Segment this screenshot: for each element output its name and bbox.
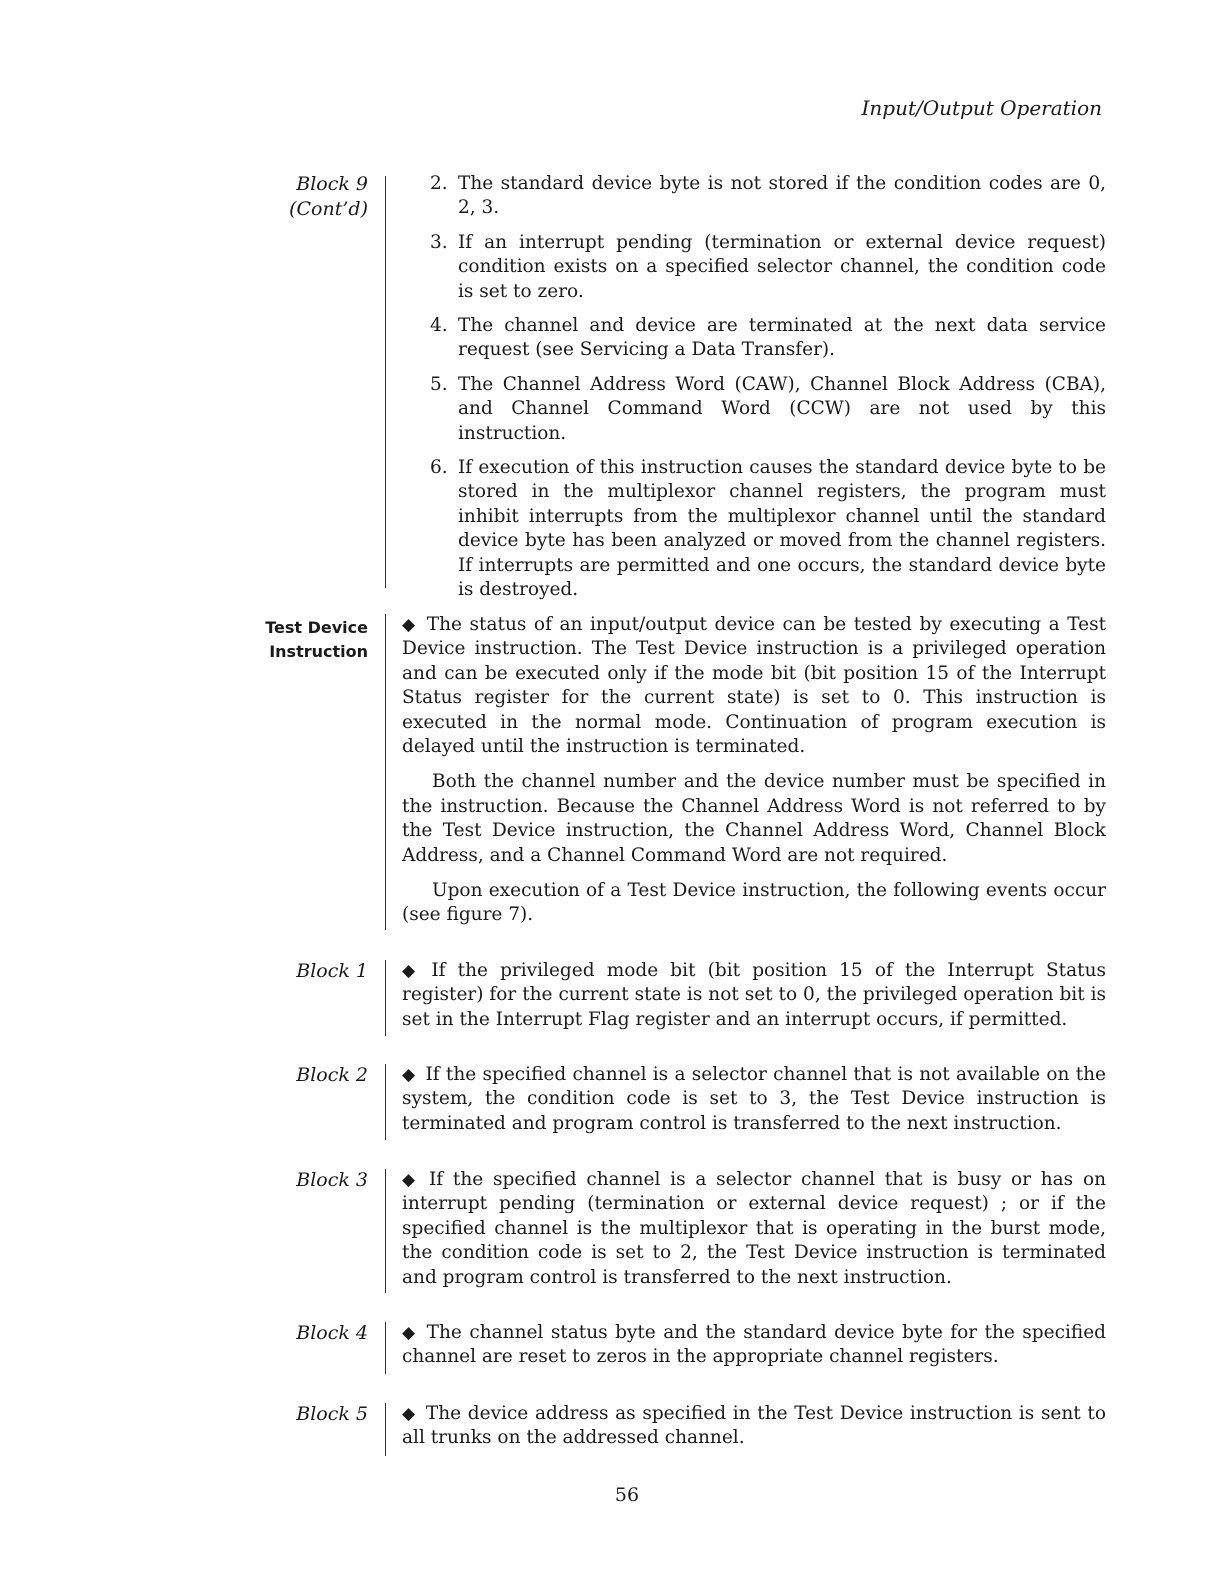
paragraph bbox=[402, 613, 1106, 759]
side-heading-line2: Instruction bbox=[269, 642, 368, 661]
test-device-body bbox=[402, 613, 1106, 939]
list-item-number: 6. bbox=[430, 457, 448, 479]
list-item-text: The Channel Address Word (CAW), Channel Block Address (CBA), and Channel Command Word (CCW) are not used by this instruction. bbox=[458, 373, 1106, 444]
list-item bbox=[402, 231, 1106, 304]
block-body bbox=[402, 1402, 1106, 1451]
list-item-text: The channel and device are terminated at the next data service request (see Servicing a Data Transfer). bbox=[458, 315, 1106, 361]
list-item bbox=[402, 373, 1106, 446]
side-label-block9 bbox=[289, 172, 368, 222]
list-item-number: 3. bbox=[430, 231, 448, 253]
list-item bbox=[402, 456, 1106, 602]
block-text: If the specified channel is a selector channel that is not available on the system, the condition code is set to 3, the Test Device instruction is terminated and program control is transferred to the next instruction. bbox=[402, 1064, 1106, 1134]
side-heading-test-device bbox=[265, 616, 368, 664]
block-text: If the specified channel is a selector channel that is busy or has on interrupt pending (termination or external device request) ; or if the specified channel is the multiplexor that is operating in the burst mode, the condition code is set to 2, the Test Device instruction is terminated and program control is transferred to the next instruction. bbox=[402, 1169, 1106, 1288]
block-body bbox=[402, 1321, 1106, 1370]
paragraph: Upon execution of a Test Device instruction, the following events occur (see figure 7). bbox=[402, 880, 1106, 926]
list-item-number: 2. bbox=[430, 173, 448, 194]
margin-rule-test-device bbox=[385, 614, 386, 930]
diamond-bullet-icon: ◆ bbox=[402, 1065, 416, 1085]
list-item-text: If an interrupt pending (termination or external device request) condition exists on a specified selector channel, the condition code is set to zero. bbox=[458, 231, 1106, 302]
side-label-block: Block 4 bbox=[296, 1322, 368, 1344]
paragraph-text: The status of an input/output device can be tested by executing a Test Device instruction. The Test Device instruction is a privileged operation and can be executed only if the mode bit (bit position 15 of the Interrupt Status register for the current state) is set to 0. This instruction is executed in the normal mode. Continuation of program execution is delayed until the instruction is terminated. bbox=[402, 614, 1107, 758]
paragraph: Both the channel number and the device number must be specified in the instruction. Because the Channel Address Word is not referred to by the Test Device instruction, the Channel Address Word, Channel Block Address, and a Channel Command Word are not required. bbox=[402, 771, 1106, 866]
block-text: If the privileged mode bit (bit position 15 of the Interrupt Status register) for the current state is not set to 0, the privileged operation bit is set in the Interrupt Flag register and an interrupt occurs, if permitted. bbox=[402, 960, 1106, 1030]
margin-rule-block9 bbox=[385, 176, 386, 588]
list-item bbox=[402, 314, 1106, 363]
list-item bbox=[402, 172, 1106, 221]
diamond-bullet-icon: ◆ bbox=[402, 1323, 417, 1343]
block-body bbox=[402, 1168, 1106, 1290]
side-label-block: Block 2 bbox=[296, 1064, 368, 1086]
block-text: The device address as specified in the Test Device instruction is sent to all trunks on the addressed channel. bbox=[402, 1403, 1106, 1449]
list-item-text: If execution of this instruction causes the standard device byte to be stored in the multiplexor channel registers, the program must inhibit interrupts from the multiplexor channel until the standard device byte has been analyzed or moved from the channel registers. If interrupts are permitted and one occurs, the standard device byte is destroyed. bbox=[458, 457, 1106, 601]
margin-rule-block5 bbox=[385, 1403, 386, 1456]
page-number: 56 bbox=[614, 1484, 640, 1506]
side-label-block: Block 3 bbox=[296, 1169, 368, 1191]
margin-rule-block4 bbox=[385, 1322, 386, 1374]
margin-rule-block3 bbox=[385, 1169, 386, 1293]
list-item-text: The standard device byte is not stored if the condition codes are 0, 2, 3. bbox=[458, 173, 1106, 219]
side-label-block: Block 1 bbox=[296, 960, 368, 982]
list-item-number: 5. bbox=[430, 373, 448, 395]
side-heading-line1: Test Device bbox=[265, 618, 368, 637]
diamond-bullet-icon: ◆ bbox=[402, 1404, 416, 1424]
side-label-block: Block 5 bbox=[296, 1403, 368, 1425]
block9-list bbox=[402, 172, 1106, 613]
block-body bbox=[402, 959, 1106, 1032]
diamond-bullet-icon: ◆ bbox=[402, 961, 422, 981]
margin-rule-block2 bbox=[385, 1064, 386, 1140]
running-head-title: Input/Output Operation bbox=[861, 96, 1102, 120]
block-text: The channel status byte and the standard device byte for the specified channel are reset to zeros in the appropriate channel registers. bbox=[402, 1322, 1106, 1368]
margin-rule-block1 bbox=[385, 960, 386, 1036]
side-label-line1: Block 9 bbox=[296, 173, 368, 195]
diamond-bullet-icon: ◆ bbox=[402, 1170, 419, 1190]
list-item-number: 4. bbox=[430, 315, 448, 337]
diamond-bullet-icon: ◆ bbox=[402, 615, 417, 635]
side-label-line2: (Cont’d) bbox=[289, 198, 368, 220]
block-body bbox=[402, 1063, 1106, 1136]
